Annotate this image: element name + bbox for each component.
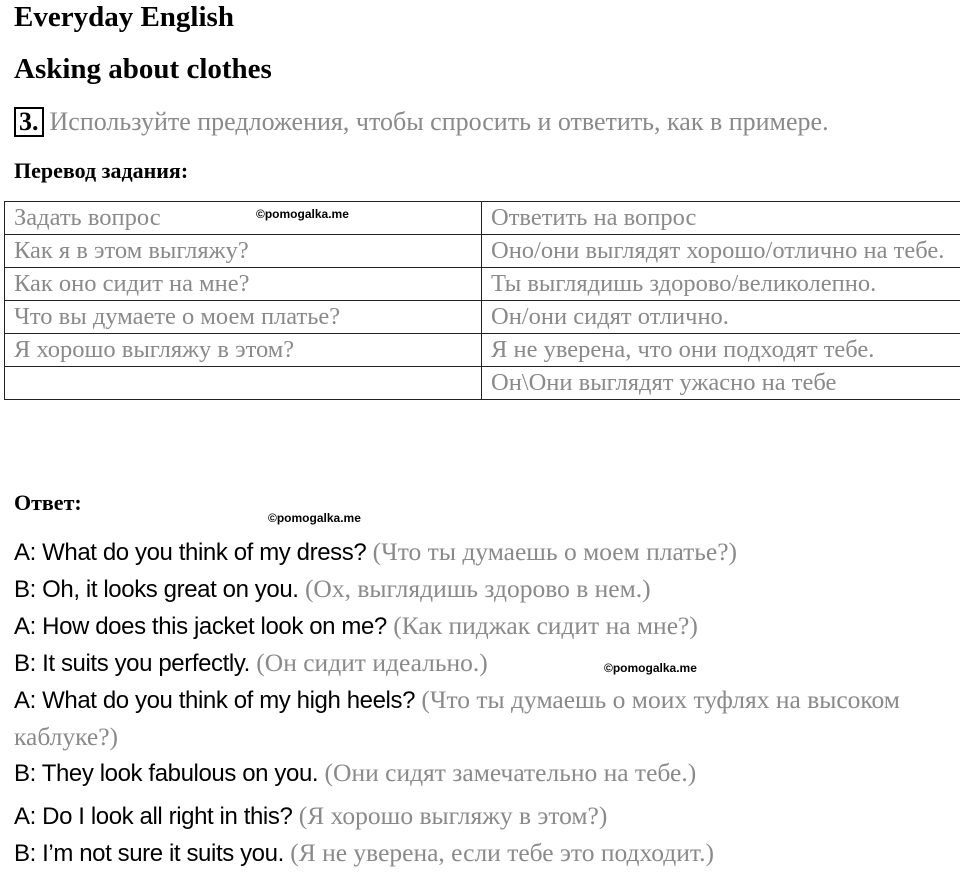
table-header-cell: Ответить на вопрос bbox=[482, 202, 960, 235]
table-cell: Я хорошо выгляжу в этом? bbox=[5, 334, 482, 367]
table-header-cell: Задать вопрос bbox=[5, 202, 482, 235]
dialogue-english: B: I’m not sure it suits you. bbox=[14, 840, 284, 867]
dialogue-english: A: Do I look all right in this? bbox=[14, 803, 292, 830]
dialogue-line bbox=[14, 755, 944, 792]
dialogue-russian: (Я хорошо выгляжу в этом?) bbox=[299, 801, 608, 830]
watermark: ©pomogalka.me bbox=[604, 661, 697, 675]
table-cell: Он\Они выглядят ужасно на тебе bbox=[482, 367, 960, 400]
watermark: ©pomogalka.me bbox=[256, 207, 349, 221]
dialogue-russian: (Я не уверена, если тебе это подходит.) bbox=[290, 838, 714, 867]
dialogue-english: B: They look fabulous on you. bbox=[14, 760, 318, 787]
table-cell: Как я в этом выгляжу? bbox=[5, 235, 482, 268]
task-number-badge: 3. bbox=[14, 107, 44, 137]
dialogue-line bbox=[14, 682, 944, 755]
answer-heading: Ответ: bbox=[14, 490, 82, 516]
dialogue-line bbox=[14, 645, 944, 682]
translation-heading: Перевод задания: bbox=[14, 158, 188, 184]
watermark: ©pomogalka.me bbox=[268, 511, 361, 525]
task-text: Используйте предложения, чтобы спросить и ответить, как в примере. bbox=[50, 107, 829, 136]
table-cell: Как оно сидит на мне? bbox=[5, 268, 482, 301]
table-cell: Оно/они выглядят хорошо/отлично на тебе. bbox=[482, 235, 960, 268]
dialogue-english: A: What do you think of my dress? bbox=[14, 539, 366, 566]
dialogue-english: B: It suits you perfectly. bbox=[14, 650, 250, 677]
dialogue-english: A: How does this jacket look on me? bbox=[14, 613, 387, 640]
answer-dialogue bbox=[14, 534, 944, 872]
task-instruction bbox=[14, 106, 829, 138]
dialogue-russian: (Он сидит идеально.) bbox=[256, 648, 487, 677]
table-row bbox=[5, 301, 960, 334]
table-cell: Ты выглядишь здорово/великолепно. bbox=[482, 268, 960, 301]
table-header-row bbox=[5, 202, 960, 235]
dialogue-russian: (Что ты думаешь о моих туфлях на высоком каблуке?) bbox=[14, 685, 900, 751]
dialogue-english: B: Oh, it looks great on you. bbox=[14, 576, 299, 603]
dialogue-russian: (Они сидят замечательно на тебе.) bbox=[325, 758, 697, 787]
dialogue-russian: (Как пиджак сидит на мне?) bbox=[393, 611, 698, 640]
table-cell: Что вы думаете о моем платье? bbox=[5, 301, 482, 334]
table-row bbox=[5, 235, 960, 268]
dialogue-line bbox=[14, 608, 944, 645]
dialogue-russian: (Что ты думаешь о моем платье?) bbox=[373, 537, 737, 566]
dialogue-line bbox=[14, 571, 944, 608]
dialogue-line bbox=[14, 835, 944, 872]
table-cell bbox=[5, 367, 482, 400]
page-title: Everyday English bbox=[14, 0, 234, 34]
dialogue-russian: (Ох, выглядишь здорово в нем.) bbox=[305, 574, 651, 603]
translation-table bbox=[4, 201, 960, 400]
table-row bbox=[5, 367, 960, 400]
table-row bbox=[5, 268, 960, 301]
dialogue-line bbox=[14, 534, 944, 571]
section-title: Asking about clothes bbox=[14, 52, 272, 86]
table-row bbox=[5, 334, 960, 367]
dialogue-line bbox=[14, 798, 944, 835]
dialogue-english: A: What do you think of my high heels? bbox=[14, 687, 415, 714]
table-cell: Я не уверена, что они подходят тебе. bbox=[482, 334, 960, 367]
table-cell: Он/они сидят отлично. bbox=[482, 301, 960, 334]
